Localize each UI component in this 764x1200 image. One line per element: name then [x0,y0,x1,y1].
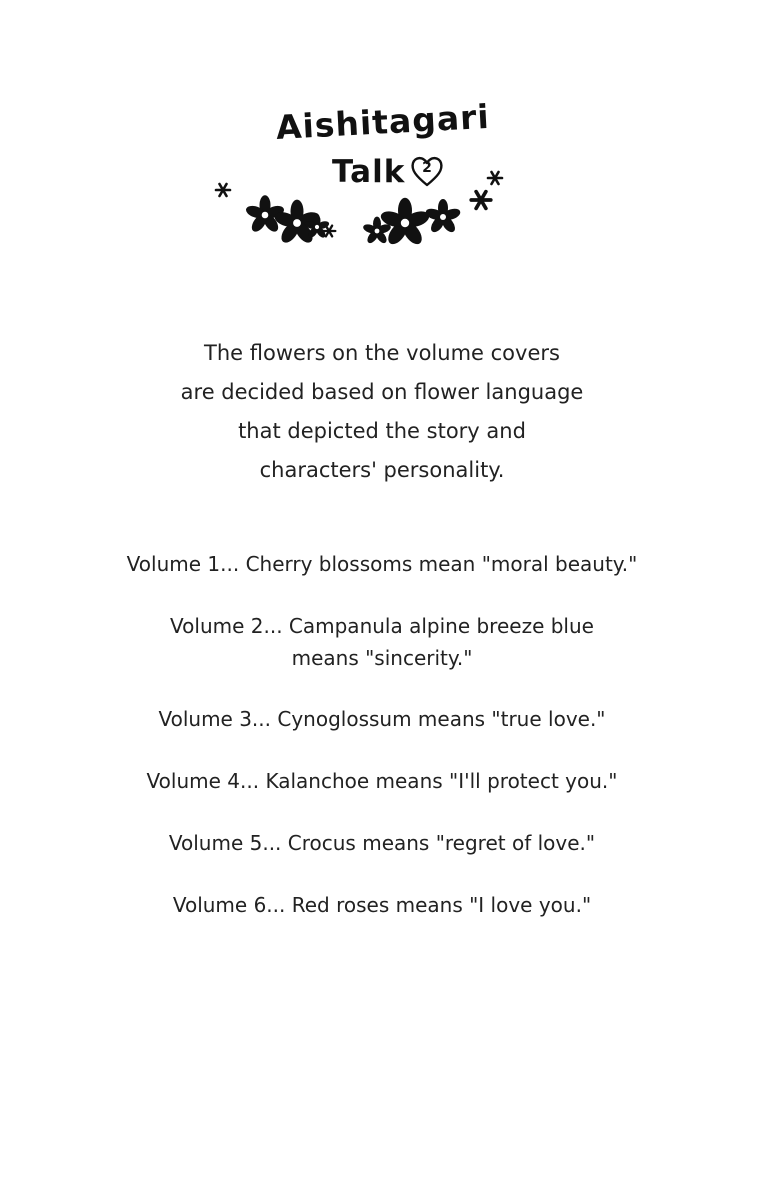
flower-decoration [205,165,525,255]
volume-6-entry: Volume 6... Red roses means "I love you." [172,893,592,917]
flower-icon [424,199,461,235]
asterisk-icon [471,192,491,209]
volume-2-entry: Volume 2... Campanula alpine breeze blue [170,614,594,638]
volume-5-entry: Volume 5... Crocus means "regret of love." [168,831,596,855]
intro-line: are decided based on flower language [180,380,584,404]
volume-1-entry: Volume 1... Cherry blossoms mean "moral beauty." [126,552,638,576]
volume-4-entry: Volume 4... Kalanchoe means "I'll protect you." [146,769,618,793]
volume-3-entry: Volume 3... Cynoglossum means "true love." [158,707,606,731]
asterisk-icon [488,172,502,184]
intro-text [100,334,664,490]
intro-line: that depicted the story and [238,419,526,443]
heart-badge-number: 2 [422,160,432,176]
asterisk-icon [216,184,230,196]
flower-icon [379,198,431,248]
intro-line: The flowers on the volume covers [204,341,560,365]
page-title: Aishitagari [274,96,491,147]
intro-line: characters' personality. [259,458,505,482]
page-subtitle: Talk [332,154,406,190]
volume-2-entry-continued: means "sincerity." [291,646,473,670]
